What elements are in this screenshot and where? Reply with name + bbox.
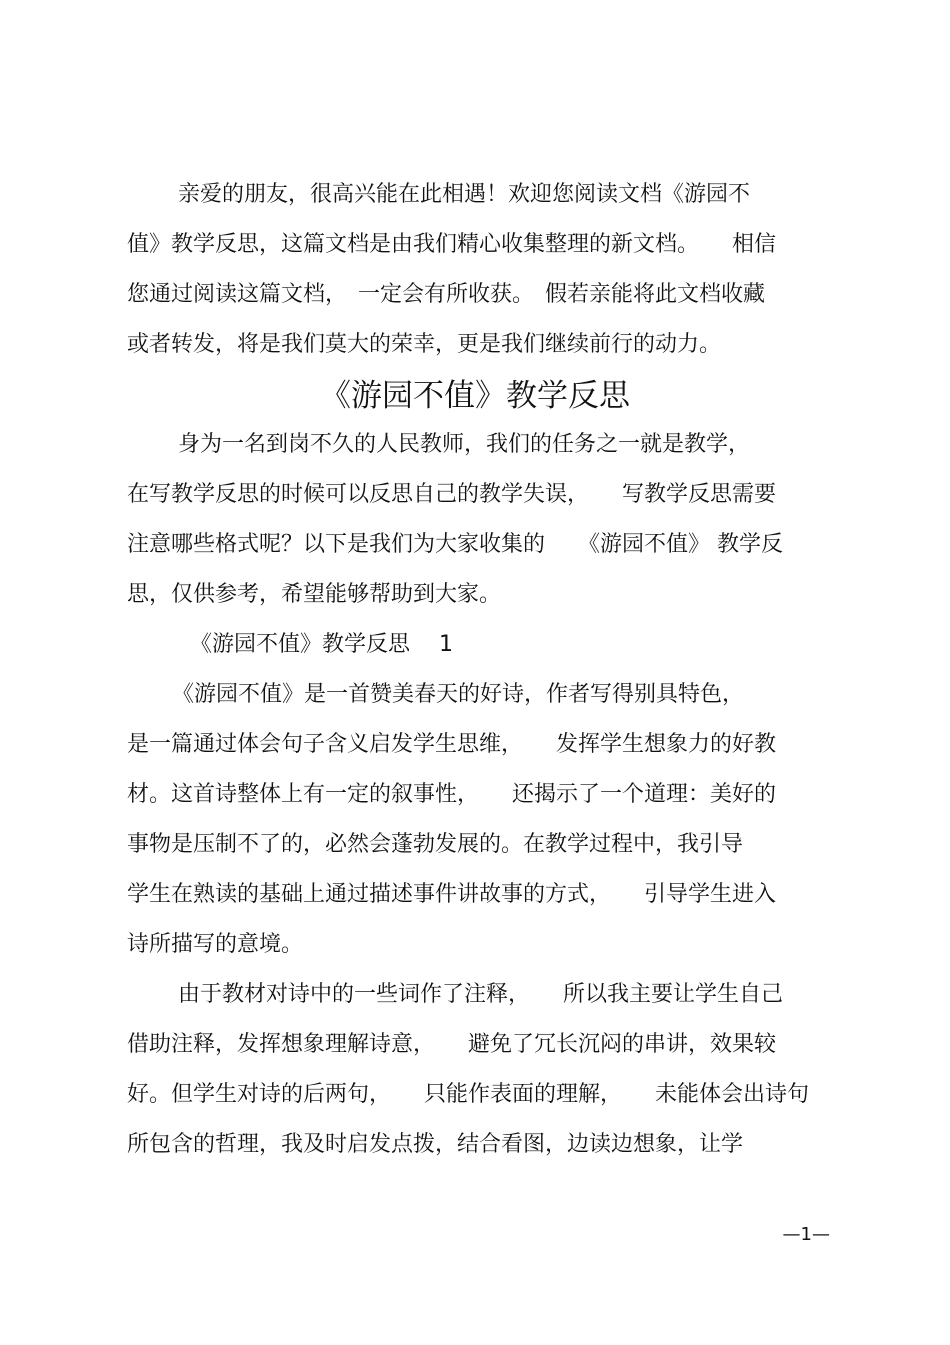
intro-line-4: 或者转发，将是我们莫大的荣幸，更是我们继续前行的动力。 [127,332,722,357]
para2-line-1: 《游园不值》是一首赞美春天的好诗，作者写得别具特色， [172,682,745,707]
para3-line-2: 借助注释，发挥想象理解诗意， 避免了冗长沉闷的串讲，效果较 [127,1032,777,1057]
para1-line-2: 在写教学反思的时候可以反思自己的教学失误， 写教学反思需要 [127,482,777,507]
para2-line-2: 是一篇通过体会句子含义启发学生思维， 发挥学生想象力的好教 [127,732,777,757]
page-number: —1— [782,1224,830,1245]
section-heading: 《游园不值》教学反思 1 [190,632,453,657]
para1-line-4: 思，仅供参考，希望能够帮助到大家。 [127,582,502,607]
para3-line-4: 所包含的哲理，我及时启发点拨，结合看图，边读边想象，让学 [127,1132,744,1157]
para2-line-6: 诗所描写的意境。 [127,932,304,957]
para1-line-1: 身为一名到岗不久的人民教师，我们的任务之一就是教学， [178,432,751,457]
para3-line-1: 由于教材对诗中的一些词作了注释， 所以我主要让学生自己 [178,982,784,1007]
intro-line-2: 值》教学反思，这篇文档是由我们精心收集整理的新文档。 相信 [127,232,777,257]
intro-line-3: 您通过阅读这篇文档， 一定会有所收获。 假若亲能将此文档收藏 [127,282,766,307]
para2-line-3: 材。这首诗整体上有一定的叙事性， 还揭示了一个道理：美好的 [127,782,777,807]
para3-line-3: 好。但学生对诗的后两句， 只能作表面的理解， 未能体会出诗句 [127,1082,810,1107]
para1-line-3: 注意哪些格式呢？以下是我们为大家收集的 《游园不值》 教学反 [127,532,783,557]
para2-line-4: 事物是压制不了的，必然会蓬勃发展的。在教学过程中，我引导 [127,832,744,857]
intro-line-1: 亲爱的朋友，很高兴能在此相遇！欢迎您阅读文档《游园不 [178,182,751,207]
document-title: 《游园不值》教学反思 [320,378,630,414]
para2-line-5: 学生在熟读的基础上通过描述事件讲故事的方式， 引导学生进入 [127,882,777,907]
